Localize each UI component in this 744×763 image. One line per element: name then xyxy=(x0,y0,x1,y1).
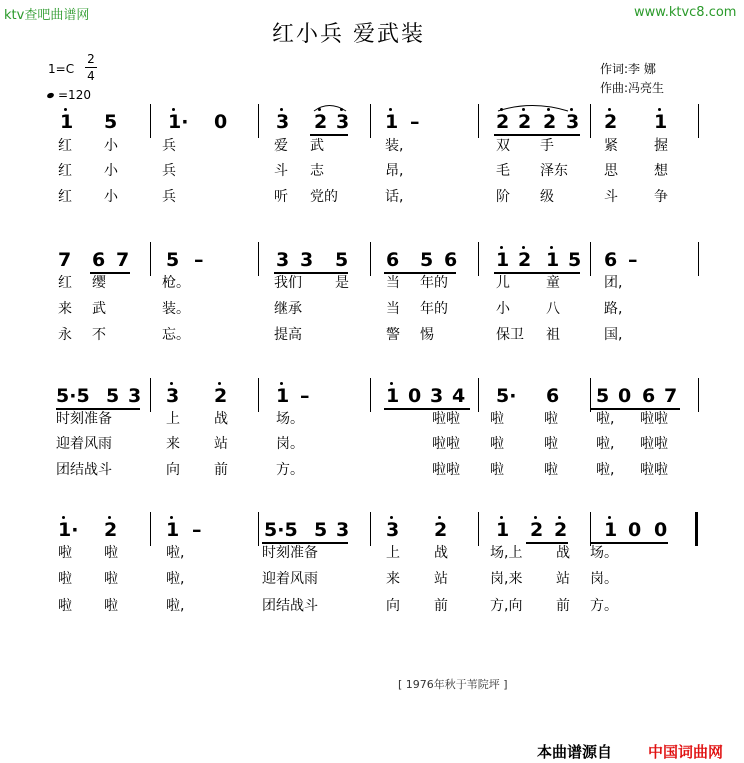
eighth-underline xyxy=(494,134,580,136)
lyric-syllable: 战 xyxy=(556,545,570,561)
jianpu-note: 5 xyxy=(420,249,434,271)
lyric-syllable: 啦, xyxy=(596,411,615,427)
lyric-syllable: 小 xyxy=(104,138,118,154)
lyric-syllable: 啦 xyxy=(104,598,118,614)
octave-dot xyxy=(62,516,65,519)
lyric-syllable: 啦 xyxy=(490,462,504,478)
lyric-syllable: 昂, xyxy=(385,163,404,179)
jianpu-note: 1· xyxy=(58,520,78,540)
jianpu-note: 3 xyxy=(128,385,142,407)
lyric-syllable: 前 xyxy=(434,598,448,614)
lyric-syllable: 祖 xyxy=(546,327,560,343)
lyric-syllable: 兵 xyxy=(162,189,176,205)
lyric-syllable: 时刻准备 xyxy=(56,411,112,427)
jianpu-note: 0 xyxy=(628,519,642,541)
eighth-underline xyxy=(274,272,348,274)
bar-line xyxy=(478,378,479,412)
lyric-syllable: 啦, xyxy=(596,462,615,478)
octave-dot xyxy=(500,246,503,249)
jianpu-note: 2 xyxy=(314,112,327,132)
lyric-syllable: 红 xyxy=(58,163,72,179)
lyric-syllable: 志 xyxy=(310,163,324,179)
jianpu-note: 4 xyxy=(452,385,466,407)
eighth-underline xyxy=(590,542,668,544)
lyric-syllable: 爱 xyxy=(274,138,288,154)
jianpu-note: 5·5 xyxy=(264,519,298,541)
lyric-syllable: 前 xyxy=(214,462,228,478)
bar-line xyxy=(258,378,259,412)
lyric-syllable: 继承 xyxy=(274,301,302,317)
jianpu-note: 2 xyxy=(104,520,117,540)
lyric-syllable: 啦 xyxy=(104,545,118,561)
jianpu-note: 1 xyxy=(276,386,289,406)
octave-dot xyxy=(534,516,537,519)
jianpu-note: 2 xyxy=(496,112,509,132)
jianpu-note: 7 xyxy=(664,385,678,407)
jianpu-note: 5 xyxy=(596,385,610,407)
jianpu-note: 5 xyxy=(166,249,180,271)
lyric-syllable: 啦啦 xyxy=(432,411,460,427)
lyric-syllable: 缨 xyxy=(92,275,106,291)
jianpu-note: 1 xyxy=(385,112,398,132)
slur-arc xyxy=(496,100,572,112)
lyric-syllable: 紧 xyxy=(604,138,618,154)
jianpu-note: 3 xyxy=(276,112,289,132)
lyric-syllable: 党的 xyxy=(310,189,338,205)
jianpu-note: 6 xyxy=(92,249,106,271)
lyric-syllable: 装。 xyxy=(162,301,190,317)
jianpu-note: 6 xyxy=(604,249,618,271)
jianpu-note: 3 xyxy=(430,385,444,407)
jianpu-note: 1 xyxy=(496,250,509,270)
eighth-underline xyxy=(526,542,568,544)
lyric-syllable: 啦 xyxy=(544,462,558,478)
lyric-syllable: 方。 xyxy=(590,598,618,614)
eighth-underline xyxy=(384,272,456,274)
octave-dot xyxy=(550,246,553,249)
lyric-syllable: 永 xyxy=(58,327,72,343)
lyric-syllable: 武 xyxy=(92,301,106,317)
bar-line xyxy=(590,242,591,276)
jianpu-note: 2 xyxy=(518,250,531,270)
lyric-syllable: 来 xyxy=(166,436,180,452)
lyric-syllable: 岗。 xyxy=(276,436,304,452)
jianpu-note: 0 xyxy=(618,385,632,407)
lyric-syllable: 毛 xyxy=(496,163,510,179)
octave-dot xyxy=(108,516,111,519)
jianpu-note: 1 xyxy=(60,112,73,132)
jianpu-note: 3 xyxy=(166,386,179,406)
lyric-syllable: 当 xyxy=(386,301,400,317)
lyric-syllable: 不 xyxy=(92,327,106,343)
bar-line xyxy=(478,104,479,138)
lyric-syllable: 啦啦 xyxy=(432,436,460,452)
jianpu-note: 1 xyxy=(546,250,559,270)
lyric-syllable: 争 xyxy=(654,189,668,205)
source-site: 中国词曲网 xyxy=(648,743,724,761)
jianpu-note: 1 xyxy=(386,386,399,406)
octave-dot xyxy=(558,516,561,519)
lyric-syllable: 是 xyxy=(335,275,349,291)
jianpu-note: 2 xyxy=(543,112,556,132)
tempo: =120 xyxy=(58,88,91,102)
bar-line xyxy=(258,104,259,138)
lyric-syllable: 国, xyxy=(604,327,623,343)
octave-dot xyxy=(500,516,503,519)
quarter-note-icon xyxy=(46,92,54,99)
jianpu-note: – xyxy=(628,249,638,271)
octave-dot xyxy=(170,516,173,519)
lyric-syllable: 啦 xyxy=(490,436,504,452)
lyric-syllable: 团, xyxy=(604,275,623,291)
lyric-syllable: 我们 xyxy=(274,275,302,291)
lyric-syllable: 阶 xyxy=(496,189,510,205)
octave-dot xyxy=(172,108,175,111)
lyric-syllable: 啦 xyxy=(58,571,72,587)
lyric-syllable: 年的 xyxy=(420,301,448,317)
eighth-underline xyxy=(494,272,580,274)
lyric-syllable: 上 xyxy=(166,411,180,427)
lyric-syllable: 啦啦 xyxy=(640,436,668,452)
lyric-syllable: 小 xyxy=(104,189,118,205)
jianpu-note: 7 xyxy=(58,249,72,271)
jianpu-note: – xyxy=(194,249,204,271)
jianpu-note: 1 xyxy=(166,520,179,540)
jianpu-note: 5 xyxy=(314,519,328,541)
key-signature: 1=C xyxy=(48,62,75,76)
bar-line xyxy=(370,242,371,276)
jianpu-note: 1· xyxy=(168,112,188,132)
slur-arc xyxy=(312,100,350,112)
jianpu-note: 2 xyxy=(530,520,543,540)
lyric-syllable: 向 xyxy=(166,462,180,478)
composition-note: [ 1976年秋于苇院坪 ] xyxy=(398,678,508,691)
bar-line xyxy=(370,104,371,138)
time-sig-top: 2 xyxy=(87,52,95,66)
jianpu-note: 1 xyxy=(496,520,509,540)
lyric-syllable: 前 xyxy=(556,598,570,614)
lyric-syllable: 惕 xyxy=(420,327,434,343)
lyric-syllable: 啦 xyxy=(490,411,504,427)
jianpu-note: 5 xyxy=(106,385,120,407)
bar-line xyxy=(370,512,371,546)
jianpu-note: 0 xyxy=(214,111,228,133)
lyric-syllable: 童 xyxy=(546,275,560,291)
jianpu-note: 6 xyxy=(642,385,656,407)
lyric-syllable: 警 xyxy=(386,327,400,343)
lyric-syllable: 站 xyxy=(434,571,448,587)
bar-line xyxy=(698,104,699,138)
lyric-syllable: 啦啦 xyxy=(640,462,668,478)
song-title: 红小兵 爱武装 xyxy=(272,22,425,47)
bar-line xyxy=(150,512,151,546)
eighth-underline xyxy=(56,408,140,410)
octave-dot xyxy=(522,246,525,249)
lyric-syllable: 战 xyxy=(214,411,228,427)
lyric-syllable: 啦啦 xyxy=(640,411,668,427)
lyric-syllable: 枪。 xyxy=(162,275,190,291)
lyric-syllable: 岗。 xyxy=(590,571,618,587)
bar-line xyxy=(370,378,371,412)
jianpu-note: 0 xyxy=(408,385,422,407)
bar-line xyxy=(258,242,259,276)
jianpu-note: 2 xyxy=(518,112,531,132)
eighth-underline xyxy=(262,542,348,544)
jianpu-note: 2 xyxy=(604,112,617,132)
octave-dot xyxy=(170,382,173,385)
lyric-syllable: 场。 xyxy=(590,545,618,561)
lyric-syllable: 红 xyxy=(58,275,72,291)
eighth-underline xyxy=(384,408,470,410)
lyric-syllable: 来 xyxy=(58,301,72,317)
jianpu-note: 5· xyxy=(496,385,517,407)
lyric-syllable: 啦啦 xyxy=(432,462,460,478)
lyric-syllable: 上 xyxy=(386,545,400,561)
jianpu-note: 5 xyxy=(104,111,118,133)
jianpu-note: 2 xyxy=(214,386,227,406)
lyric-syllable: 双 xyxy=(496,138,510,154)
lyric-syllable: 想 xyxy=(654,163,668,179)
jianpu-note: 6 xyxy=(444,249,458,271)
jianpu-note: 2 xyxy=(434,520,447,540)
bar-line xyxy=(150,378,151,412)
lyric-syllable: 年的 xyxy=(420,275,448,291)
jianpu-note: 3 xyxy=(336,112,349,132)
lyric-syllable: 啦, xyxy=(166,571,185,587)
lyric-syllable: 时刻准备 xyxy=(262,545,318,561)
lyric-syllable: 八 xyxy=(546,301,560,317)
jianpu-note: – xyxy=(300,385,310,407)
lyric-syllable: 团结战斗 xyxy=(56,462,112,478)
octave-dot xyxy=(280,108,283,111)
lyric-syllable: 啦 xyxy=(58,598,72,614)
lyric-syllable: 手 xyxy=(540,138,554,154)
bar-line xyxy=(150,104,151,138)
lyric-syllable: 方。 xyxy=(276,462,304,478)
lyric-syllable: 啦 xyxy=(104,571,118,587)
jianpu-note: 2 xyxy=(554,520,567,540)
lyric-syllable: 啦 xyxy=(58,545,72,561)
lyric-syllable: 啦, xyxy=(596,436,615,452)
octave-dot xyxy=(658,108,661,111)
eighth-underline xyxy=(90,272,130,274)
eighth-underline xyxy=(590,408,680,410)
lyric-syllable: 红 xyxy=(58,189,72,205)
bar-line xyxy=(590,512,591,546)
lyric-syllable: 装, xyxy=(385,138,404,154)
time-signature xyxy=(85,52,97,83)
jianpu-note: 6 xyxy=(386,249,400,271)
lyric-syllable: 话, xyxy=(385,189,404,205)
octave-dot xyxy=(280,382,283,385)
lyric-syllable: 斗 xyxy=(274,163,288,179)
lyric-syllable: 场,上 xyxy=(490,545,523,561)
lyric-syllable: 提高 xyxy=(274,327,302,343)
lyric-syllable: 向 xyxy=(386,598,400,614)
jianpu-note: 3 xyxy=(386,520,399,540)
lyricist: 作词:李 娜 xyxy=(600,62,656,76)
jianpu-note: 0 xyxy=(654,519,668,541)
eighth-underline xyxy=(310,134,348,136)
bar-line xyxy=(478,512,479,546)
jianpu-note: 1 xyxy=(654,112,667,132)
octave-dot xyxy=(64,108,67,111)
bar-line xyxy=(698,378,699,412)
octave-dot xyxy=(390,382,393,385)
lyric-syllable: 兵 xyxy=(162,138,176,154)
lyric-syllable: 站 xyxy=(556,571,570,587)
lyric-syllable: 忘。 xyxy=(162,327,190,343)
jianpu-note: 3 xyxy=(276,249,290,271)
watermark-right: www.ktvc8.com xyxy=(634,5,737,20)
lyric-syllable: 岗,来 xyxy=(490,571,523,587)
lyric-syllable: 站 xyxy=(214,436,228,452)
jianpu-note: 1 xyxy=(604,520,617,540)
octave-dot xyxy=(389,108,392,111)
lyric-syllable: 武 xyxy=(310,138,324,154)
lyric-syllable: 当 xyxy=(386,275,400,291)
lyric-syllable: 来 xyxy=(386,571,400,587)
octave-dot xyxy=(218,382,221,385)
lyric-syllable: 握 xyxy=(654,138,668,154)
jianpu-note: 7 xyxy=(116,249,130,271)
final-bar-line xyxy=(695,512,698,546)
lyric-syllable: 啦, xyxy=(166,598,185,614)
lyric-syllable: 思 xyxy=(604,163,618,179)
lyric-syllable: 红 xyxy=(58,138,72,154)
bar-line xyxy=(590,378,591,412)
jianpu-note: 5 xyxy=(568,249,582,271)
lyric-syllable: 团结战斗 xyxy=(262,598,318,614)
watermark-left: ktv查吧曲谱网 xyxy=(4,8,90,23)
octave-dot xyxy=(608,108,611,111)
lyric-syllable: 级 xyxy=(540,189,554,205)
jianpu-note: 5 xyxy=(335,249,349,271)
lyric-syllable: 方,向 xyxy=(490,598,523,614)
lyric-syllable: 泽东 xyxy=(540,163,568,179)
bar-line xyxy=(478,242,479,276)
lyric-syllable: 听 xyxy=(274,189,288,205)
lyric-syllable: 啦, xyxy=(166,545,185,561)
octave-dot xyxy=(390,516,393,519)
bar-line xyxy=(590,104,591,138)
jianpu-note: – xyxy=(410,111,420,133)
bar-line xyxy=(698,242,699,276)
bar-line xyxy=(258,512,259,546)
jianpu-note: – xyxy=(192,519,202,541)
octave-dot xyxy=(438,516,441,519)
lyric-syllable: 小 xyxy=(496,301,510,317)
jianpu-note: 3 xyxy=(566,112,579,132)
bar-line xyxy=(150,242,151,276)
jianpu-note: 6 xyxy=(546,385,560,407)
lyric-syllable: 啦 xyxy=(544,436,558,452)
lyric-syllable: 场。 xyxy=(276,411,304,427)
lyric-syllable: 兵 xyxy=(162,163,176,179)
composer: 作曲:冯亮生 xyxy=(600,81,665,95)
lyric-syllable: 儿 xyxy=(496,275,510,291)
jianpu-note: 3 xyxy=(336,519,350,541)
lyric-syllable: 迎着风雨 xyxy=(56,436,112,452)
time-sig-bottom: 4 xyxy=(87,69,95,83)
lyric-syllable: 小 xyxy=(104,163,118,179)
octave-dot xyxy=(608,516,611,519)
lyric-syllable: 路, xyxy=(604,301,623,317)
lyric-syllable: 保卫 xyxy=(496,327,524,343)
jianpu-note: 3 xyxy=(300,249,314,271)
jianpu-note: 5·5 xyxy=(56,385,90,407)
lyric-syllable: 迎着风雨 xyxy=(262,571,318,587)
lyric-syllable: 斗 xyxy=(604,189,618,205)
lyric-syllable: 战 xyxy=(434,545,448,561)
lyric-syllable: 啦 xyxy=(544,411,558,427)
source-label: 本曲谱源自 xyxy=(537,743,613,761)
